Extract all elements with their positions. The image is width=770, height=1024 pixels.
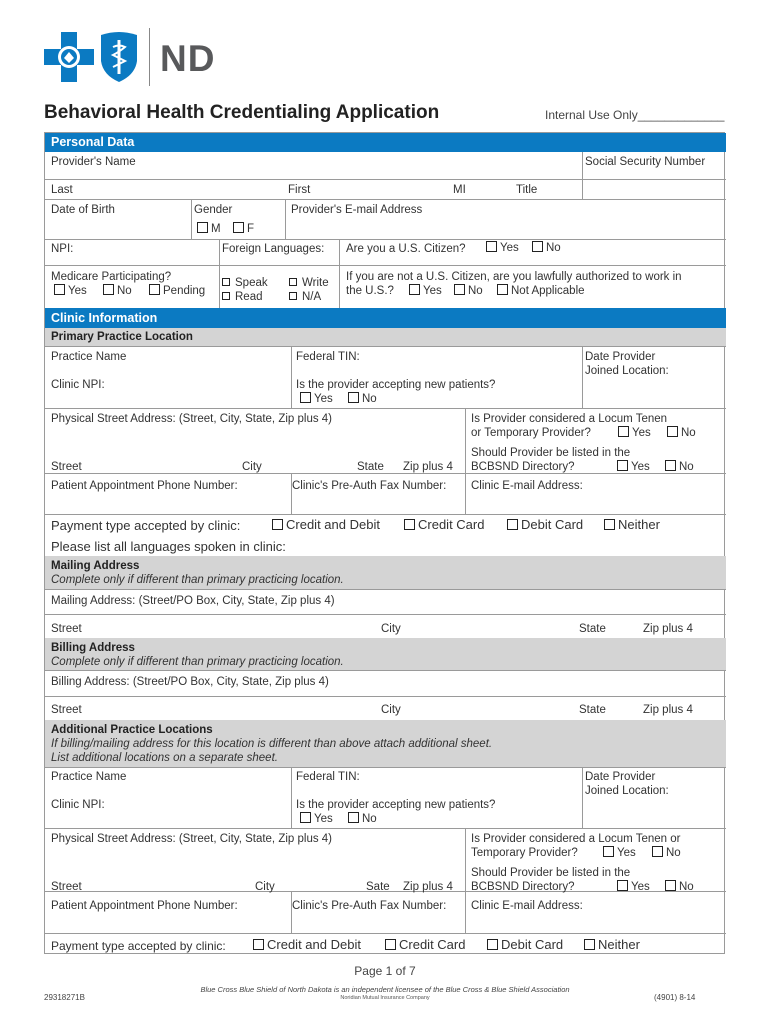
add-city-label: City (255, 881, 275, 893)
languages-label: Please list all languages spoken in clinic: (51, 539, 286, 554)
provider-email-label: Provider's E-mail Address (291, 204, 423, 216)
license-notice: Blue Cross Blue Shield of North Dakota is an independent licensee of the Blue Cross & Blue Shield Association (200, 985, 570, 994)
medicare-pending-checkbox[interactable] (149, 284, 160, 295)
medicare-yes-checkbox[interactable] (54, 284, 65, 295)
phone-label: Patient Appointment Phone Number: (51, 480, 238, 492)
joined-location-label: Joined Location: (585, 365, 669, 377)
add-credit-card-checkbox[interactable] (385, 939, 396, 950)
add-credit-card-option[interactable]: Credit Card (385, 938, 465, 952)
neither-checkbox[interactable] (604, 519, 615, 530)
accepting-no-option[interactable]: No (348, 392, 377, 406)
add-credit-debit-option[interactable]: Credit and Debit (253, 938, 361, 952)
medicare-label: Medicare Participating? (51, 271, 172, 283)
title-label: Title (516, 184, 538, 196)
citizen-yes-checkbox[interactable] (486, 241, 497, 252)
city-label: City (242, 461, 262, 473)
clinic-email-label: Clinic E-mail Address: (471, 480, 583, 492)
add-credit-debit-checkbox[interactable] (253, 939, 264, 950)
mailing-zip-label: Zip plus 4 (643, 623, 693, 635)
medicare-no-option[interactable]: No (103, 284, 132, 298)
medicare-no-checkbox[interactable] (103, 284, 114, 295)
citizen-yes-option[interactable]: Yes (486, 241, 519, 255)
gender-f-option[interactable]: F (233, 222, 254, 236)
add-debit-card-option[interactable]: Debit Card (487, 938, 563, 952)
billing-address-label: Billing Address: (Street/PO Box, City, State, Zip plus 4) (51, 676, 329, 688)
add-joined-location-label: Joined Location: (585, 785, 669, 797)
billing-zip-label: Zip plus 4 (643, 704, 693, 716)
add-locum-no-checkbox[interactable] (652, 846, 663, 857)
speak-checkbox[interactable] (222, 278, 230, 286)
physical-address-label: Physical Street Address: (Street, City, State, Zip plus 4) (51, 413, 333, 425)
write-option[interactable]: Write (289, 276, 329, 290)
add-phone-label: Patient Appointment Phone Number: (51, 900, 238, 912)
form-number: 29318271B (44, 993, 85, 1002)
authorized-yes-checkbox[interactable] (409, 284, 420, 295)
add-directory-yes-checkbox[interactable] (617, 880, 628, 891)
speak-option[interactable]: Speak (222, 276, 268, 290)
add-clinic-email-label: Clinic E-mail Address: (471, 900, 583, 912)
page-title: Behavioral Health Credentialing Application (44, 102, 440, 123)
add-accepting-yes-checkbox[interactable] (300, 812, 311, 823)
dob-label: Date of Birth (51, 204, 115, 216)
gender-m-checkbox[interactable] (197, 222, 208, 233)
brand-nd: ND (160, 38, 216, 79)
add-clinic-npi-label: Clinic NPI: (51, 799, 105, 811)
internal-use-only: Internal Use Only_____________ (545, 108, 725, 122)
temporary-provider-label: or Temporary Provider? (471, 427, 591, 439)
mailing-city-label: City (381, 623, 401, 635)
add-bcbsnd-directory-label: BCBSND Directory? (471, 881, 575, 893)
add-street-label: Street (51, 881, 82, 893)
billing-state-label: State (579, 704, 606, 716)
add-locum-yes-checkbox[interactable] (603, 846, 614, 857)
first-label: First (288, 184, 311, 196)
credit-card-checkbox[interactable] (404, 519, 415, 530)
gender-label: Gender (194, 204, 233, 216)
add-directory-no-checkbox[interactable] (665, 880, 676, 891)
payment-label: Payment type accepted by clinic: (51, 518, 241, 533)
ssn-label: Social Security Number (585, 156, 706, 168)
zip-label: Zip plus 4 (403, 461, 453, 473)
medicare-yes-option[interactable]: Yes (54, 284, 87, 298)
page-number: Page 1 of 7 (354, 964, 416, 978)
billing-city-label: City (381, 704, 401, 716)
date-provider-label: Date Provider (585, 351, 656, 363)
authorized-na-option[interactable]: Not Applicable (497, 284, 585, 298)
directory-yes-checkbox[interactable] (617, 460, 628, 471)
add-date-provider-label: Date Provider (585, 771, 656, 783)
add-state-label: Sate (366, 881, 390, 893)
authorized-question-cont: the U.S.? (346, 285, 394, 297)
debit-card-checkbox[interactable] (507, 519, 518, 530)
locum-no-checkbox[interactable] (667, 426, 678, 437)
clinic-npi-label: Clinic NPI: (51, 379, 105, 391)
add-practice-name-label: Practice Name (51, 771, 127, 783)
fax-label: Clinic's Pre-Auth Fax Number: (292, 480, 447, 492)
add-accepting-no-option[interactable]: No (348, 812, 377, 826)
debit-card-option[interactable]: Debit Card (507, 518, 583, 532)
citizen-no-option[interactable]: No (532, 241, 561, 255)
credit-card-option[interactable]: Credit Card (404, 518, 484, 532)
add-locum-no-option[interactable]: No (652, 846, 681, 860)
providers-name-label: Provider's Name (51, 156, 136, 168)
form-code: (4901) 8-14 (654, 993, 696, 1002)
authorized-no-option[interactable]: No (454, 284, 483, 298)
foreign-languages-label: Foreign Languages: (222, 243, 325, 255)
add-neither-option[interactable]: Neither (584, 938, 640, 952)
practice-name-label: Practice Name (51, 351, 127, 363)
authorized-not-applicable-checkbox[interactable] (497, 284, 508, 295)
billing-header: Billing Address Complete only if different than primary practicing location. (45, 638, 726, 670)
directory-no-checkbox[interactable] (665, 460, 676, 471)
mailing-address-label: Mailing Address: (Street/PO Box, City, State, Zip plus 4) (51, 595, 335, 607)
add-accepting-no-checkbox[interactable] (348, 812, 359, 823)
write-checkbox[interactable] (289, 278, 297, 286)
add-directory-yes-option[interactable]: Yes (617, 880, 650, 894)
na-option[interactable]: N/A (289, 290, 321, 304)
na-checkbox[interactable] (289, 292, 297, 300)
add-locum-yes-option[interactable]: Yes (603, 846, 636, 860)
read-option[interactable]: Read (222, 290, 263, 304)
accepting-patients-label: Is the provider accepting new patients? (296, 379, 496, 391)
gender-m-option[interactable]: M (197, 222, 221, 236)
billing-street-label: Street (51, 704, 82, 716)
blue-shield-logo-icon (98, 31, 140, 83)
logo-divider (149, 28, 150, 86)
add-zip-label: Zip plus 4 (403, 881, 453, 893)
add-directory-label: Should Provider be listed in the (471, 867, 631, 879)
add-fax-label: Clinic's Pre-Auth Fax Number: (292, 900, 447, 912)
neither-option[interactable]: Neither (604, 518, 660, 532)
credit-debit-checkbox[interactable] (272, 519, 283, 530)
us-citizen-label: Are you a U.S. Citizen? (346, 243, 466, 255)
bcbsnd-directory-label: BCBSND Directory? (471, 461, 575, 473)
add-payment-label: Payment type accepted by clinic: (51, 939, 226, 953)
authorized-no-checkbox[interactable] (454, 284, 465, 295)
add-accepting-label: Is the provider accepting new patients? (296, 799, 496, 811)
npi-label: NPI: (51, 243, 74, 255)
primary-location-header: Primary Practice Location (45, 328, 726, 346)
accepting-no-checkbox[interactable] (348, 392, 359, 403)
clinic-info-header: Clinic Information (45, 308, 726, 328)
mi-label: MI (453, 184, 466, 196)
authorized-yes-option[interactable]: Yes (409, 284, 442, 298)
accepting-yes-option[interactable]: Yes (300, 392, 333, 406)
locum-yes-option[interactable]: Yes (618, 426, 651, 440)
federal-tin-label: Federal TIN: (296, 351, 360, 363)
directory-yes-option[interactable]: Yes (617, 460, 650, 474)
locum-tenen-label: Is Provider considered a Locum Tenen (471, 413, 668, 425)
add-directory-no-option[interactable]: No (665, 880, 694, 894)
add-federal-tin-label: Federal TIN: (296, 771, 360, 783)
medicare-pending-option[interactable]: Pending (149, 284, 205, 298)
company-name: Noridian Mutual Insurance Company (340, 995, 430, 1001)
mailing-street-label: Street (51, 623, 82, 635)
directory-label: Should Provider be listed in the (471, 447, 631, 459)
directory-no-option[interactable]: No (665, 460, 694, 474)
gender-f-checkbox[interactable] (233, 222, 244, 233)
additional-locations-header: Additional Practice Locations If billing/mailing address for this location is different than above attach additional sheet. List additional locations on a separate sheet. (45, 720, 726, 767)
street-label: Street (51, 461, 82, 473)
state-label: State (357, 461, 384, 473)
credit-debit-option[interactable]: Credit and Debit (272, 518, 380, 532)
read-checkbox[interactable] (222, 292, 230, 300)
add-temporary-label: Temporary Provider? (471, 847, 578, 859)
last-label: Last (51, 184, 73, 196)
locum-no-option[interactable]: No (667, 426, 696, 440)
mailing-state-label: State (579, 623, 606, 635)
add-physical-address-label: Physical Street Address: (Street, City, State, Zip plus 4) (51, 833, 333, 845)
citizen-no-checkbox[interactable] (532, 241, 543, 252)
add-debit-card-checkbox[interactable] (487, 939, 498, 950)
add-neither-checkbox[interactable] (584, 939, 595, 950)
blue-cross-logo-icon (44, 32, 94, 82)
mailing-header: Mailing Address Complete only if different than primary practicing location. (45, 556, 726, 589)
authorized-question: If you are not a U.S. Citizen, are you lawfully authorized to work in (346, 271, 682, 283)
add-accepting-yes-option[interactable]: Yes (300, 812, 333, 826)
application-form (44, 132, 725, 954)
personal-data-header: Personal Data (45, 133, 726, 152)
locum-yes-checkbox[interactable] (618, 426, 629, 437)
accepting-yes-checkbox[interactable] (300, 392, 311, 403)
add-locum-label: Is Provider considered a Locum Tenen or (471, 833, 681, 845)
